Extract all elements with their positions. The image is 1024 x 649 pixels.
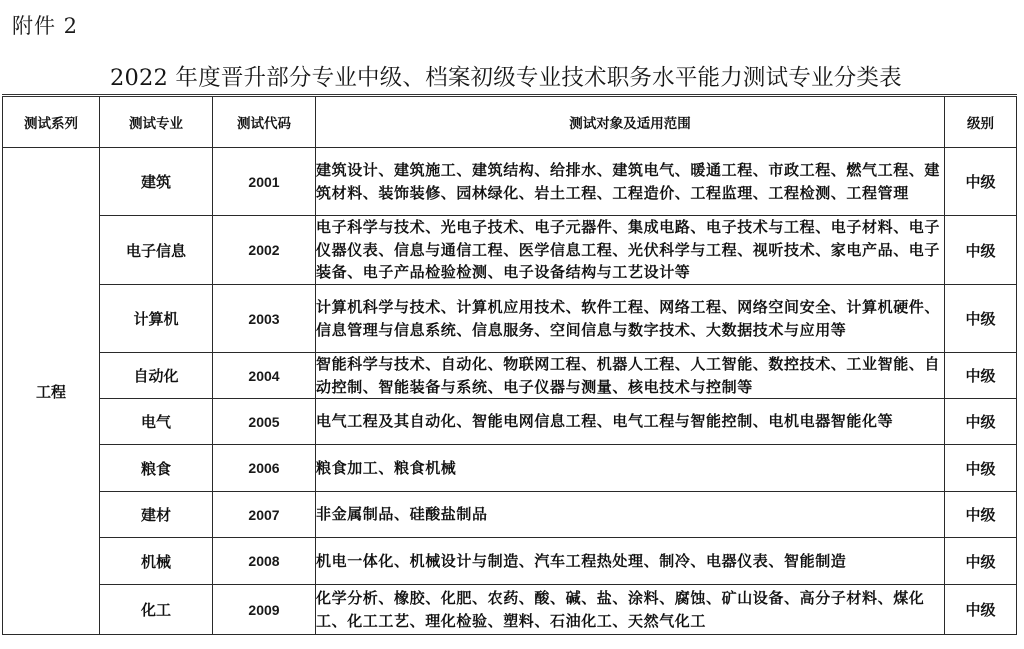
table-row <box>3 492 1017 538</box>
header-major: 测试专业 <box>100 96 213 148</box>
major-cell: 电气 <box>100 399 213 445</box>
code-cell: 2003 <box>213 285 316 353</box>
level-cell: 中级 <box>945 585 1017 635</box>
scope-cell: 非金属制品、硅酸盐制品 <box>316 492 945 538</box>
code-cell: 2008 <box>213 538 316 585</box>
attachment-label: 附件 2 <box>12 14 79 38</box>
table-row <box>3 148 1017 216</box>
code-cell: 2009 <box>213 585 316 635</box>
major-cell: 建材 <box>100 492 213 538</box>
code-cell: 2005 <box>213 399 316 445</box>
level-cell: 中级 <box>945 538 1017 585</box>
code-cell: 2006 <box>213 445 316 492</box>
major-cell: 粮食 <box>100 445 213 492</box>
major-cell: 电子信息 <box>100 216 213 285</box>
table-row <box>3 538 1017 585</box>
header-scope: 测试对象及适用范围 <box>316 96 945 148</box>
level-cell: 中级 <box>945 492 1017 538</box>
scope-cell: 机电一体化、机械设计与制造、汽车工程热处理、制冷、电器仪表、智能制造 <box>316 538 945 585</box>
level-cell: 中级 <box>945 353 1017 399</box>
code-cell: 2004 <box>213 353 316 399</box>
table-header-row <box>3 96 1017 148</box>
scope-cell: 电气工程及其自动化、智能电网信息工程、电气工程与智能控制、电机电器智能化等 <box>316 399 945 445</box>
code-cell: 2002 <box>213 216 316 285</box>
table-row <box>3 353 1017 399</box>
scope-cell: 化学分析、橡胶、化肥、农药、酸、碱、盐、涂料、腐蚀、矿山设备、高分子材料、煤化工、化工工艺、理化检验、塑料、石油化工、天然气化工 <box>316 585 945 635</box>
major-cell: 机械 <box>100 538 213 585</box>
level-cell: 中级 <box>945 285 1017 353</box>
scope-cell: 建筑设计、建筑施工、建筑结构、给排水、建筑电气、暖通工程、市政工程、燃气工程、建筑材料、装饰装修、园林绿化、岩土工程、工程造价、工程监理、工程检测、工程管理 <box>316 148 945 216</box>
table-row <box>3 399 1017 445</box>
classification-table-container <box>2 94 1017 635</box>
major-cell: 自动化 <box>100 353 213 399</box>
scope-cell: 电子科学与技术、光电子技术、电子元器件、集成电路、电子技术与工程、电子材料、电子仪器仪表、信息与通信工程、医学信息工程、光伏科学与工程、视听技术、家电产品、电子装备、电子产品检验检测、电子设备结构与工艺设计等 <box>316 216 945 285</box>
table-row <box>3 445 1017 492</box>
scope-cell: 智能科学与技术、自动化、物联网工程、机器人工程、人工智能、数控技术、工业智能、自动控制、智能装备与系统、电子仪器与测量、核电技术与控制等 <box>316 353 945 399</box>
major-cell: 化工 <box>100 585 213 635</box>
table-row <box>3 216 1017 285</box>
document-title: 2022 年度晋升部分专业中级、档案初级专业技术职务水平能力测试专业分类表 <box>110 65 902 91</box>
code-cell: 2007 <box>213 492 316 538</box>
header-level: 级别 <box>945 96 1017 148</box>
level-cell: 中级 <box>945 148 1017 216</box>
level-cell: 中级 <box>945 399 1017 445</box>
major-cell: 计算机 <box>100 285 213 353</box>
table-row <box>3 285 1017 353</box>
series-cell: 工程 <box>3 148 100 635</box>
header-code: 测试代码 <box>213 96 316 148</box>
major-cell: 建筑 <box>100 148 213 216</box>
scope-cell: 计算机科学与技术、计算机应用技术、软件工程、网络工程、网络空间安全、计算机硬件、信息管理与信息系统、信息服务、空间信息与数字技术、大数据技术与应用等 <box>316 285 945 353</box>
code-cell: 2001 <box>213 148 316 216</box>
header-series: 测试系列 <box>3 96 100 148</box>
table-row <box>3 585 1017 635</box>
scope-cell: 粮食加工、粮食机械 <box>316 445 945 492</box>
level-cell: 中级 <box>945 445 1017 492</box>
classification-table <box>2 94 1017 635</box>
level-cell: 中级 <box>945 216 1017 285</box>
